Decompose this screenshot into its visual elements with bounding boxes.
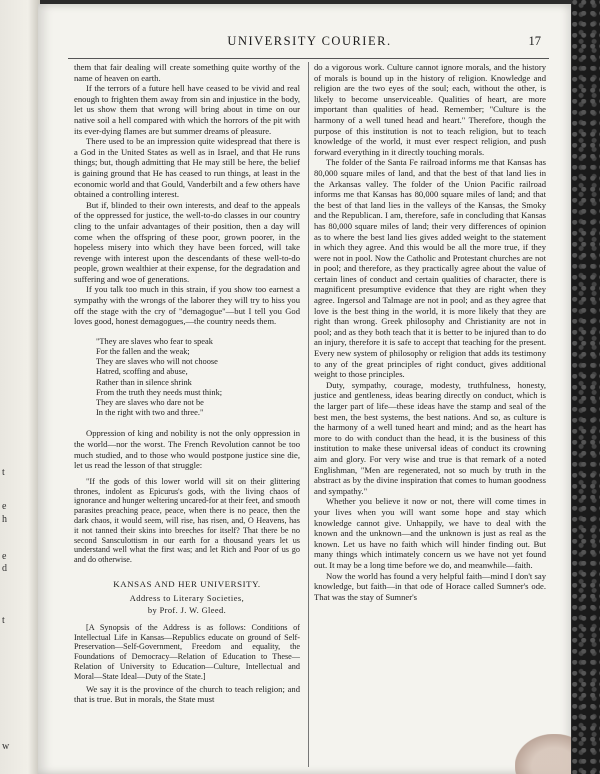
paragraph: But if, blinded to their own interests, and deaf to the appeals of the oppressed for justice, the well-to-do classes in our country cling to the unfair advantages of their position, then a day will come when the offspring of these poor, grown poorer, in the hopeless misery into which they have been forced, will take revenge with interest upon the descendants of these well-to-do people, grown wealthier at their expense, for the degradation and suffering and woe of generations. [74,199,300,284]
paragraph: We say it is the province of the church to teach religion; and that is true. But in morals, the State must [74,683,300,705]
book-cover-edge [572,0,600,774]
edge-fragment: t [2,467,5,478]
edge-fragment: e [2,551,7,562]
paragraph: Now the world has found a very helpful faith—mind I don't say knowledge, but faith—in that ode of Horace called Sumner's ode. That was the stay of Sumner's [314,570,546,602]
adjacent-page-edge [0,0,40,774]
paragraph: Whether you believe it now or not, there will come times in your lives when you will want some hope and stay which knowledge cannot give. Unhappily, we have to deal with the known and the unknown—and the unknown is just as real as the known. Let us have no faith which will hinder finding out. But many things which intimately concern us we have not yet found out. It may be a long time before we do, and meanwhile—faith. [314,496,546,570]
poem-line: Rather than in silence shrink [96,377,192,387]
poem-line: "They are slaves who fear to speak [96,336,213,346]
edge-fragment: h [2,514,7,525]
synopsis-text: [A Synopsis of the Address is as follows: Conditions of Intellectual Life in Kansas—Republics educate on ground of Self-Preservation—Self-Government, Freedom and equality, the Foundations of Democracy—Relation of Education to These—Relation of University to Education—Culture, Intellectual and Moral—State Ideal—Duty of the State.] [74,622,300,681]
poem-line: They are slaves who dare not be [96,398,204,408]
scanner-thumb [515,734,571,774]
paragraph: them that fair dealing will create something quite worthy of the name of heaven on earth. [74,62,300,83]
poem-line: From the truth they needs must think; [96,387,223,397]
poem-line: In the right with two and three." [96,408,204,418]
section-heading: KANSAS AND HER UNIVERSITY. [113,579,261,590]
synopsis [74,623,300,682]
paragraph: If you talk too much in this strain, if you show too earnest a sympathy with the wrongs of the laborer they will try to hiss you off the stage with the cry of "demagogue"—but I tell you God loves good, honest demagogues,—the country needs them. [74,284,300,327]
left-column [74,62,300,705]
poem-line: They are slaves who will not choose [96,357,218,367]
newspaper-page [38,4,571,774]
paragraph: The folder of the Santa Fe railroad informs me that Kansas has 80,000 square miles of land, and that the best of that land lies in the Arkansas valley. The folder of the Union Pacific railroad informs me that Kansas has 80,000 square miles of land; and that the best of that land lies in the valleys of the Kansas, the Smoky and the Republican. I am, therefore, safe in concluding that Kansas has 80,000 square miles of land; their very differences of opinion as to where the best land lies gives added weight to the statement in which they agree. And this would be all the more true, if they were not in pool. Now the Catholic and Protestant churches are not in pool; and therefore, as they practically agree about the value of certain lines of conduct and certain qualities of character, there is magnificent presumptive evidence that they are right when they agree. Ingersol and Talmage are not in pool; and as they agree that love is the best thing in the world, it is more likely that they are right than wrong. Greek philosophy and Christianity are not in pool; and as they both teach that it is better to be injured than to do an injury, therefore it is safe to accept that teaching for the present. Every new system of philosophy or religion that adds its testimony to any of the great principles of right conduct, gives additional weight to those principles. [314,157,546,380]
publication-title: UNIVERSITY COURIER. [227,34,392,48]
edge-fragment: d [2,563,7,574]
running-header [78,34,541,50]
paragraph: do a vigorous work. Culture cannot ignore morals, and the history of morals is bound up in the history of religion. Knowledge and religion are the two eyes of the soul; each, without the other, is likely to become unserviceable. Qualities of heart, are more important than qualities of head. Remember; "Culture is the harmony of a well tuned head and heart." Therefore, though the purpose of this institution is not to teach religion, but to teach knowledge of the world, it must ever respect religion, and push forward everything in it directly touching morals. [314,62,546,157]
right-column [314,62,546,602]
section-subheading: Address to Literary Societies, [129,593,245,603]
edge-fragment: t [2,615,5,626]
poem-line: Hatred, scoffing and abuse, [96,367,188,377]
poem-line: For the fallen and the weak; [96,347,190,357]
header-rule [68,58,549,59]
quote-text: "If the gods of this lower world will sit on their glittering thrones, indolent as Epicurus's gods, with the living chaos of ignorance and hunger weltering uncared-for at their feet, and smooth parasites preaching peace, peace, when there is no peace, then the dark chaos, it would seem, will rise, has risen, and, O Heavens, has it not tanned their skins into breeches for itself? That there be no second Sansculottism in our earth for a thousand years let us understand well what the first was; and let Rich and Poor of us go and do otherwise. [74,476,300,565]
paragraph: If the terrors of a future hell have ceased to be vivid and real enough to frighten them away from sin and injustice in the body, let us show them that wrong will bring about in time on our native soil a hell compared with which the horrors of the pit with its ever-dying flames are but summer dreams of pleasure. [74,83,300,136]
paragraph: Oppression of king and nobility is not the only oppression in the world—nor the worst. The French Revolution cannot be too much studied, and to those who would postpone justice sine die, let us read the lesson of that struggle: [74,428,300,471]
edge-fragment: w [2,741,10,752]
paragraph: There used to be an impression quite widespread that there is a God in the United States as well as in Israel, and that He runs things; but, though admitting that He may still be here, the belief is gaining ground that He has ceased to run things, at least in the economic world and that Gould, Vanderbilt and a few others have obtained a controlling interest. [74,136,300,200]
page-number: 17 [528,34,541,48]
section-author: by Prof. J. W. Gleed. [147,606,227,616]
paragraph: Duty, sympathy, courage, modesty, truthfulness, honesty, justice and gentleness, ideas bearing directly on conduct, which is the larger part of life—these ideas have the stamp and seal of the best men, the best systems, the best nations. And so, as culture is the harmony of a well tuned heart and mind; and as the heart has more to do with conduct than the head, it is the business of this institution to make these universal ideas of conduct its crowning aim and glory. For very wise and true is that remark of a noted Englishman, "Men are regenerated, not so much by truth in the abstract as by the divine inspiration that comes to human goodness and sympathy." [314,379,546,496]
column-divider [308,62,309,767]
block-quote [74,477,300,565]
edge-fragment: e [2,501,7,512]
poem [96,337,300,419]
